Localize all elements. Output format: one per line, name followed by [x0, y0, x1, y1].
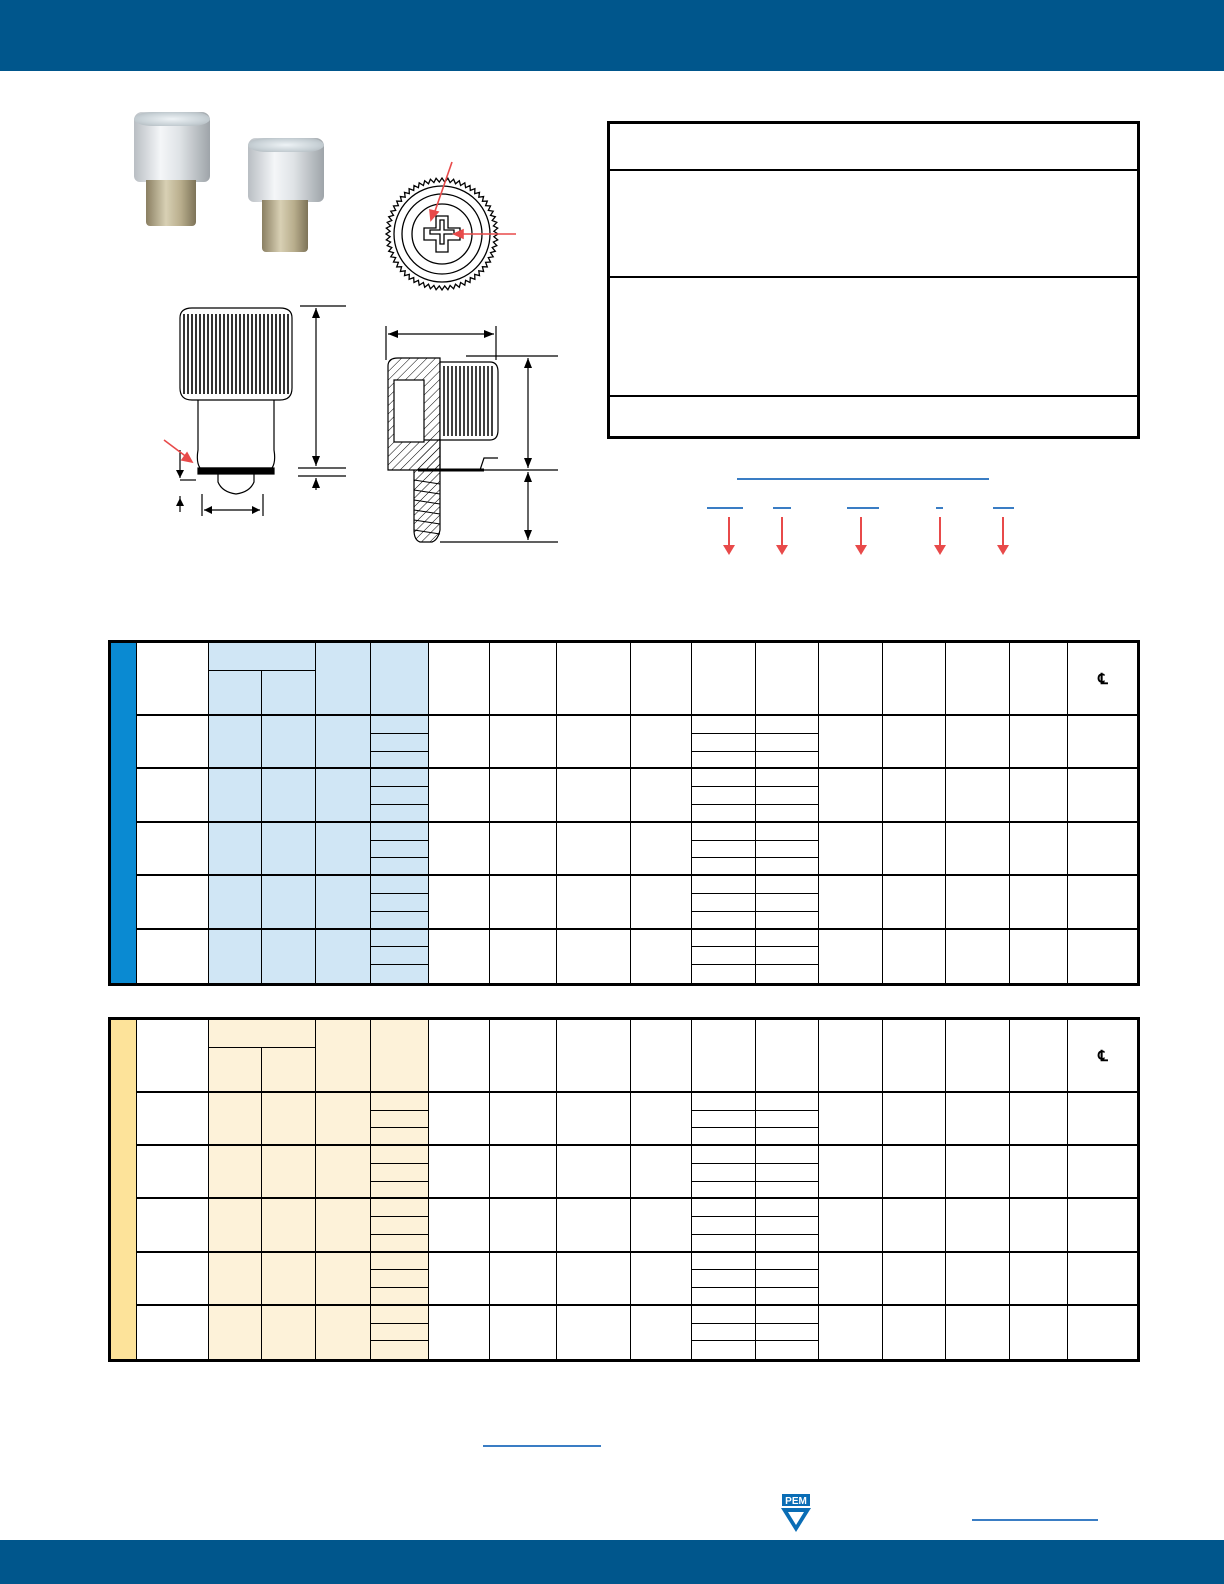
code-arrow-icon	[728, 517, 730, 547]
table-subcell	[692, 912, 756, 930]
table-cell	[557, 1306, 631, 1359]
table-header-cell	[262, 671, 316, 716]
table-cell	[1068, 1199, 1138, 1252]
table-cell	[490, 1306, 557, 1359]
code-arrow-icon	[781, 517, 783, 547]
table-subcell	[371, 1324, 429, 1342]
table-cell	[490, 1253, 557, 1306]
table-subcell	[756, 1341, 819, 1359]
dimension-table-metric	[108, 1017, 1140, 1362]
table-header-cell	[137, 1020, 209, 1093]
table-cell	[557, 930, 631, 983]
table-cell	[429, 769, 490, 822]
table-subcell	[756, 734, 819, 752]
table-subcell	[371, 1128, 429, 1146]
table-cell	[883, 1306, 946, 1359]
code-segment	[936, 507, 943, 509]
table-subcell	[371, 1111, 429, 1129]
table-header-cell	[631, 643, 692, 716]
table-cell	[946, 716, 1010, 769]
table-subcell	[756, 805, 819, 823]
table-cell	[429, 1093, 490, 1146]
table-cell	[631, 823, 692, 876]
table-header-cell	[429, 643, 490, 716]
table-subcell	[692, 716, 756, 734]
table-subcell	[692, 1146, 756, 1164]
table-subcell	[371, 841, 429, 859]
header-band	[0, 0, 1224, 71]
footer-link-2[interactable]	[972, 1519, 1098, 1521]
table-cell	[209, 930, 262, 983]
table-subcell	[756, 716, 819, 734]
table-cell	[316, 1199, 371, 1252]
table-cell	[819, 1146, 883, 1199]
table-header-cell	[137, 643, 209, 716]
table-cell	[262, 716, 316, 769]
table-subcell	[756, 947, 819, 965]
table-subcell	[692, 858, 756, 876]
table-subcell	[371, 1270, 429, 1288]
table-subcell	[756, 1324, 819, 1342]
table-cell	[209, 823, 262, 876]
code-segment	[847, 507, 879, 509]
table-header-cell	[946, 643, 1010, 716]
table-header-cell	[209, 1048, 262, 1093]
centerline-icon: ℄	[1098, 670, 1108, 688]
table-header-cell	[429, 1020, 490, 1093]
table-header-cell	[756, 1020, 819, 1093]
table-cell	[316, 930, 371, 983]
table-cell	[490, 876, 557, 929]
table-header-centerline	[1068, 1020, 1138, 1093]
table-cell	[1010, 1199, 1068, 1252]
table-cell	[1010, 1306, 1068, 1359]
table-cell	[490, 716, 557, 769]
table-cell	[490, 1146, 557, 1199]
table-subcell	[371, 1199, 429, 1217]
table-subcell	[692, 1199, 756, 1217]
table-cell	[262, 823, 316, 876]
table-subcell	[756, 823, 819, 841]
table-header-cell	[1010, 1020, 1068, 1093]
table-cell	[557, 823, 631, 876]
table-subcell	[756, 1199, 819, 1217]
centerline-icon: ℄	[1098, 1047, 1108, 1065]
table-subcell	[756, 1306, 819, 1324]
table-subcell	[371, 912, 429, 930]
table-subcell	[371, 752, 429, 770]
table-cell	[316, 1093, 371, 1146]
table-subcell	[692, 1306, 756, 1324]
table-subcell	[371, 858, 429, 876]
table-cell	[1010, 1093, 1068, 1146]
table-cell	[429, 1199, 490, 1252]
table-header-cell	[371, 1020, 429, 1093]
table-subcell	[371, 1182, 429, 1200]
table-cell	[209, 1306, 262, 1359]
table-header-centerline	[1068, 643, 1138, 716]
table-cell	[137, 1306, 209, 1359]
side-view-drawing	[160, 300, 360, 525]
table-cell	[262, 930, 316, 983]
table-cell	[316, 716, 371, 769]
table-cell	[946, 1093, 1010, 1146]
section-view-drawing	[380, 320, 565, 550]
table-header-cell	[692, 643, 756, 716]
table-subcell	[692, 1324, 756, 1342]
table-cell	[946, 1253, 1010, 1306]
table-subcell	[371, 1235, 429, 1253]
table-cell	[883, 930, 946, 983]
code-segment	[707, 507, 743, 509]
table-cell	[557, 876, 631, 929]
table-cell	[429, 930, 490, 983]
table-subcell	[756, 912, 819, 930]
table-header-group	[209, 643, 316, 671]
table-subcell	[371, 965, 429, 983]
table-cell	[883, 823, 946, 876]
table-cell	[631, 769, 692, 822]
table-subcell	[756, 876, 819, 894]
table-header-cell	[316, 643, 371, 716]
table-subcell	[371, 716, 429, 734]
table-cell	[819, 876, 883, 929]
table-subcell	[371, 1253, 429, 1271]
table-header-cell	[819, 643, 883, 716]
table-cell	[819, 1253, 883, 1306]
table-cell	[631, 1199, 692, 1252]
table-cell	[1068, 1093, 1138, 1146]
table-cell	[490, 1093, 557, 1146]
table-cell	[137, 876, 209, 929]
table-cell	[819, 1306, 883, 1359]
table-cell	[819, 1199, 883, 1252]
table-subcell	[692, 787, 756, 805]
table-subcell	[692, 752, 756, 770]
code-arrow-icon	[1002, 517, 1004, 547]
table-subcell	[371, 1146, 429, 1164]
pem-logo-text: PEM	[785, 1496, 807, 1507]
table-cell	[1010, 930, 1068, 983]
table-cell	[262, 1146, 316, 1199]
table-cell	[137, 930, 209, 983]
table-subcell	[371, 930, 429, 948]
code-segment	[993, 507, 1014, 509]
table-cell	[137, 823, 209, 876]
table-cell	[557, 1199, 631, 1252]
table-cell	[1068, 1306, 1138, 1359]
table-cell	[429, 1253, 490, 1306]
table-cell	[883, 876, 946, 929]
table-cell	[209, 769, 262, 822]
table-header-cell	[557, 1020, 631, 1093]
table-header-cell	[883, 1020, 946, 1093]
table-subcell	[371, 1217, 429, 1235]
table-subcell	[756, 1128, 819, 1146]
pem-triangle-logo-icon	[779, 1494, 813, 1534]
table-cell	[631, 1253, 692, 1306]
table-subcell	[692, 734, 756, 752]
table-cell	[1010, 769, 1068, 822]
table-cell	[819, 716, 883, 769]
table-subcell	[756, 1235, 819, 1253]
table-cell	[883, 1146, 946, 1199]
table-subcell	[692, 823, 756, 841]
table-subcell	[371, 894, 429, 912]
table-cell	[209, 1093, 262, 1146]
table-header-cell	[490, 643, 557, 716]
table-cell	[883, 716, 946, 769]
table-subcell	[692, 841, 756, 859]
table-cell	[631, 1093, 692, 1146]
table-subcell	[371, 823, 429, 841]
table-cell	[946, 1146, 1010, 1199]
table-cell	[316, 876, 371, 929]
table-cell	[631, 716, 692, 769]
table-cell	[946, 823, 1010, 876]
table-subcell	[692, 930, 756, 948]
table-header-cell	[631, 1020, 692, 1093]
table-cell	[946, 1306, 1010, 1359]
table-subcell	[692, 1341, 756, 1359]
table-cell	[262, 769, 316, 822]
table-cell	[137, 769, 209, 822]
table-header-cell	[1010, 643, 1068, 716]
table-header-cell	[819, 1020, 883, 1093]
table-subcell	[756, 1164, 819, 1182]
table-cell	[490, 823, 557, 876]
table-subcell	[756, 841, 819, 859]
table-subcell	[692, 1164, 756, 1182]
table-header-cell	[946, 1020, 1010, 1093]
code-segment	[773, 507, 791, 509]
table-cell	[262, 1199, 316, 1252]
table-cell	[946, 1199, 1010, 1252]
table-cell	[1068, 930, 1138, 983]
table-cell	[137, 1146, 209, 1199]
spec-box-divider	[610, 395, 1137, 397]
dimension-table-unified	[108, 640, 1140, 986]
table-subcell	[692, 1270, 756, 1288]
table-cell	[946, 930, 1010, 983]
table-cell	[631, 1306, 692, 1359]
table-cell	[137, 1253, 209, 1306]
table-cell	[631, 1146, 692, 1199]
table-cell	[262, 876, 316, 929]
table-cell	[209, 1199, 262, 1252]
part-number-code-link[interactable]	[737, 478, 989, 480]
table-cell	[1010, 1146, 1068, 1199]
table-header-group	[209, 1020, 316, 1048]
table-header-cell	[692, 1020, 756, 1093]
table-subcell	[692, 1128, 756, 1146]
table-cell	[1068, 1253, 1138, 1306]
product-photo-1	[132, 108, 212, 228]
table-subcell	[692, 965, 756, 983]
code-arrow-icon	[860, 517, 862, 547]
table-cell	[316, 1306, 371, 1359]
table-cell	[316, 769, 371, 822]
table-subcell	[756, 858, 819, 876]
table-subcell	[756, 965, 819, 983]
table-cell	[1068, 769, 1138, 822]
table-cell	[1068, 876, 1138, 929]
table-subcell	[692, 1288, 756, 1306]
spec-box-divider	[610, 276, 1137, 278]
table-subcell	[371, 805, 429, 823]
table-cell	[262, 1253, 316, 1306]
table-subcell	[692, 894, 756, 912]
table-subcell	[692, 876, 756, 894]
table-cell	[946, 769, 1010, 822]
table-subcell	[692, 1182, 756, 1200]
table-cell	[557, 716, 631, 769]
footer-band	[0, 1540, 1224, 1584]
product-photo-2	[246, 134, 326, 256]
table-subcell	[756, 752, 819, 770]
table-cell	[1010, 1253, 1068, 1306]
table-cell	[1010, 823, 1068, 876]
table-cell	[209, 1253, 262, 1306]
table-subcell	[692, 769, 756, 787]
table-cell	[819, 930, 883, 983]
table-cell	[883, 1253, 946, 1306]
table-cell	[819, 769, 883, 822]
specification-box	[607, 121, 1140, 439]
table-cell	[631, 930, 692, 983]
table-cell	[137, 1199, 209, 1252]
table-cell	[209, 1146, 262, 1199]
table-subcell	[756, 1270, 819, 1288]
table-subcell	[371, 947, 429, 965]
table-cell	[631, 876, 692, 929]
spec-box-divider	[610, 169, 1137, 171]
table-cell	[429, 716, 490, 769]
top-view-drawing	[374, 160, 524, 300]
table-cell	[490, 1199, 557, 1252]
table-cell	[209, 876, 262, 929]
table-subcell	[692, 1111, 756, 1129]
table-subcell	[371, 1341, 429, 1359]
footer-link-1[interactable]	[483, 1445, 601, 1447]
table-subcell	[756, 1217, 819, 1235]
table-cell	[1010, 876, 1068, 929]
table-cell	[429, 823, 490, 876]
table-header-cell	[209, 671, 262, 716]
table-subcell	[371, 876, 429, 894]
table-subcell	[756, 1111, 819, 1129]
code-arrow-icon	[939, 517, 941, 547]
table-cell	[262, 1306, 316, 1359]
table-subcell	[692, 947, 756, 965]
table-subcell	[756, 1093, 819, 1111]
table-cell	[137, 716, 209, 769]
table-subcell	[692, 1253, 756, 1271]
table-cell	[316, 1253, 371, 1306]
table-cell	[557, 1146, 631, 1199]
table-cell	[429, 1306, 490, 1359]
table-cell	[1068, 823, 1138, 876]
table-cell	[1010, 716, 1068, 769]
table-subcell	[371, 787, 429, 805]
table-cell	[137, 1093, 209, 1146]
table-cell	[557, 769, 631, 822]
table-cell	[883, 769, 946, 822]
table-subcell	[371, 1093, 429, 1111]
table-subcell	[692, 1217, 756, 1235]
table-subcell	[692, 805, 756, 823]
table-subcell	[371, 1288, 429, 1306]
table-subcell	[371, 769, 429, 787]
table-subcell	[692, 1235, 756, 1253]
table-subcell	[756, 930, 819, 948]
table-cell	[490, 930, 557, 983]
table-subcell	[756, 1253, 819, 1271]
table-header-cell	[316, 1020, 371, 1093]
table-cell	[557, 1253, 631, 1306]
table-header-cell	[262, 1048, 316, 1093]
table-cell	[883, 1199, 946, 1252]
table-header-cell	[371, 643, 429, 716]
table-subcell	[756, 769, 819, 787]
table-cell	[429, 1146, 490, 1199]
table-subcell	[756, 1146, 819, 1164]
table-header-cell	[756, 643, 819, 716]
table-cell	[819, 1093, 883, 1146]
table-cell	[262, 1093, 316, 1146]
table-subcell	[756, 1288, 819, 1306]
table-color-stripe	[111, 1020, 137, 1359]
table-subcell	[371, 1164, 429, 1182]
table-cell	[557, 1093, 631, 1146]
table-cell	[490, 769, 557, 822]
table-header-cell	[490, 1020, 557, 1093]
table-header-cell	[557, 643, 631, 716]
table-subcell	[692, 1093, 756, 1111]
table-cell	[316, 823, 371, 876]
table-header-cell	[883, 643, 946, 716]
table-cell	[946, 876, 1010, 929]
table-subcell	[756, 787, 819, 805]
table-subcell	[371, 734, 429, 752]
table-cell	[316, 1146, 371, 1199]
table-cell	[1068, 1146, 1138, 1199]
table-cell	[209, 716, 262, 769]
table-cell	[1068, 716, 1138, 769]
table-color-stripe	[111, 643, 137, 983]
table-subcell	[756, 894, 819, 912]
table-subcell	[756, 1182, 819, 1200]
table-cell	[819, 823, 883, 876]
table-subcell	[371, 1306, 429, 1324]
table-cell	[883, 1093, 946, 1146]
table-cell	[429, 876, 490, 929]
